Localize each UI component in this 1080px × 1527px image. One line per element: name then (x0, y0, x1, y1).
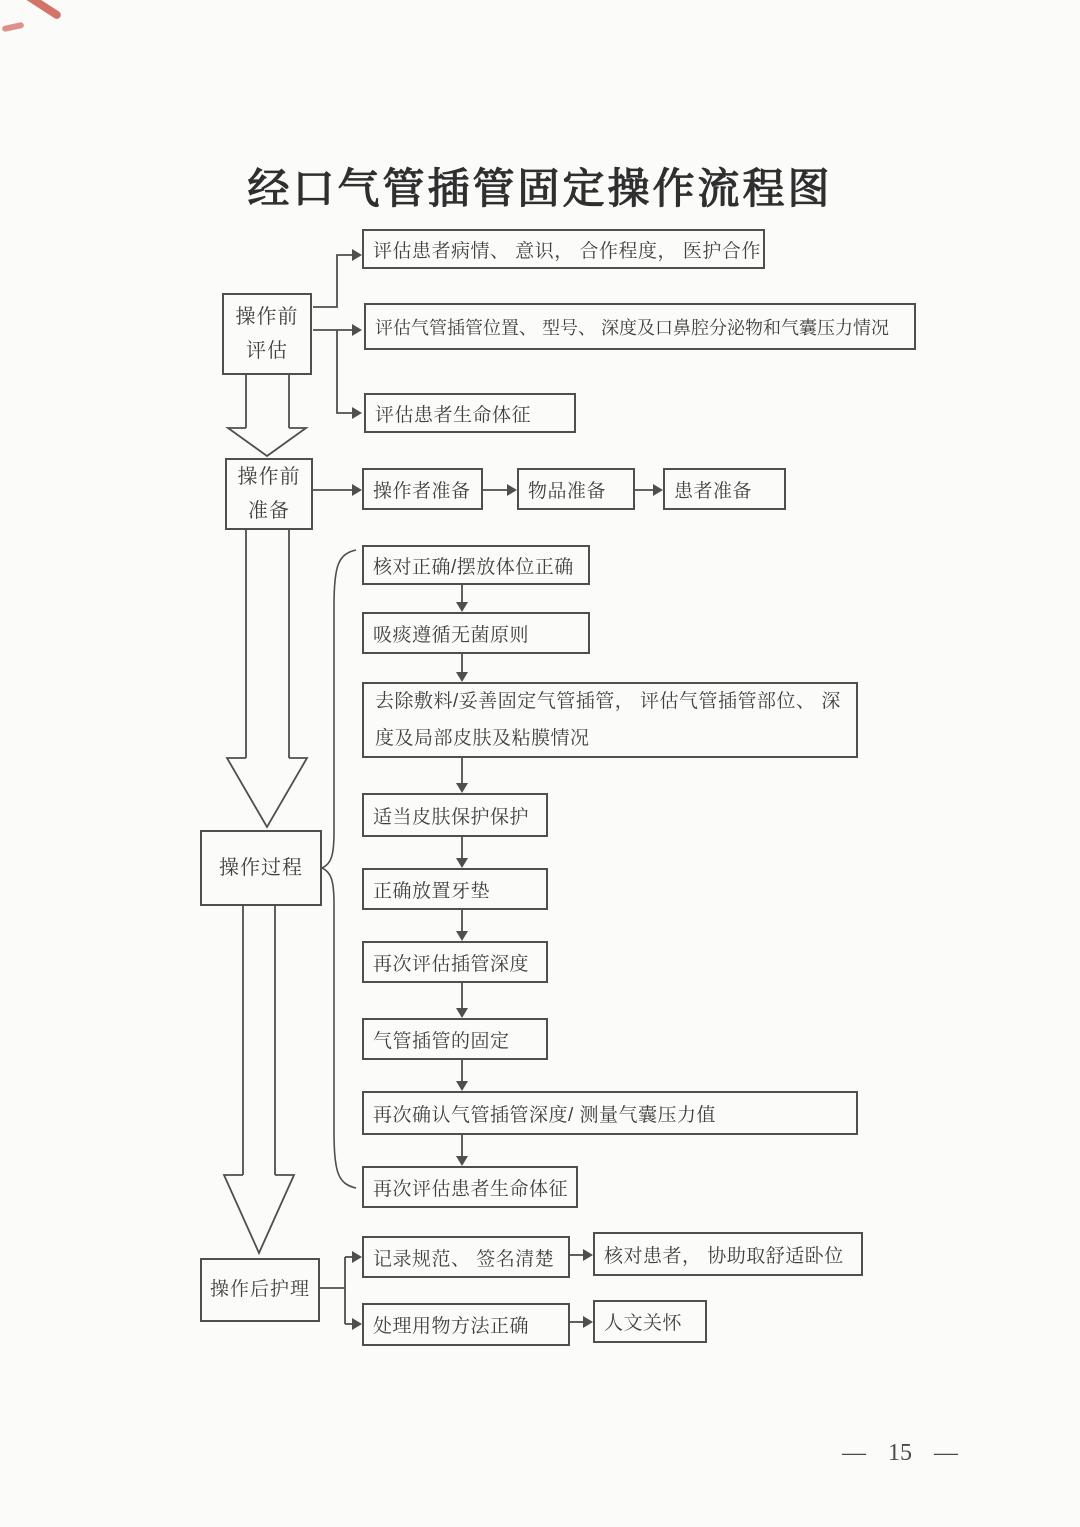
post-care-box: 处理用物方法正确 (362, 1303, 570, 1346)
arrowhead-down (456, 1156, 468, 1166)
assessment-box: 评估气管插管位置、 型号、 深度及口鼻腔分泌物和气囊压力情况 (364, 303, 916, 350)
arrowhead-down (456, 858, 468, 868)
arrowhead-right (352, 324, 362, 336)
preparation-box: 患者准备 (663, 468, 786, 510)
process-step-box: 吸痰遵循无菌原则 (362, 612, 590, 654)
stage-label-line: 评估 (246, 340, 288, 362)
arrowhead-right (653, 484, 663, 496)
arrowhead-right (352, 249, 362, 261)
stage-label: 操作过程 (219, 857, 303, 879)
post-care-box: 人文关怀 (593, 1300, 707, 1343)
arrowhead-right (352, 1318, 362, 1330)
process-step-box: 再次评估患者生命体征 (362, 1166, 578, 1208)
hollow-arrow-head (224, 1175, 294, 1253)
post-care-box: 记录规范、 签名清楚 (362, 1236, 570, 1278)
hollow-arrow-head (228, 428, 306, 456)
stage-label-line: 操作前 (237, 466, 301, 488)
stage-box-preparation (225, 458, 313, 530)
assessment-box: 评估患者病情、 意识， 合作程度， 医护合作 (362, 229, 765, 269)
arrowhead-right (352, 407, 362, 419)
process-step-box: 正确放置牙垫 (362, 868, 548, 910)
hollow-arrow-head (227, 758, 307, 827)
arrowhead-right (352, 1251, 362, 1263)
elbow-connector (337, 330, 352, 413)
arrowhead-right (507, 484, 517, 496)
arrowhead-down (456, 1081, 468, 1091)
process-step-box: 气管插管的固定 (362, 1018, 548, 1060)
curly-brace (322, 550, 356, 1188)
arrowhead-right (583, 1316, 593, 1328)
stage-box-process (200, 830, 322, 906)
stage-label-line: 操作前 (235, 306, 299, 328)
arrowhead-down (456, 602, 468, 612)
red-pen-mark (18, 0, 63, 20)
stage-label: 操作后护理 (209, 1278, 310, 1300)
page-title: 经口气管插管固定操作流程图 (247, 167, 833, 213)
arrowhead-down (456, 672, 468, 682)
post-care-box: 核对患者， 协助取舒适卧位 (593, 1232, 863, 1276)
preparation-box: 物品准备 (517, 468, 635, 510)
process-step-box: 再次确认气管插管深度/ 测量气囊压力值 (362, 1091, 858, 1135)
arrowhead-right (583, 1249, 593, 1261)
red-pen-mark-small (2, 22, 25, 32)
arrowhead-down (456, 931, 468, 941)
stage-label-line: 准备 (248, 500, 290, 522)
page-number: — 15 — (842, 1440, 958, 1466)
stage-box-pre-assessment (222, 293, 312, 375)
assessment-box: 评估患者生命体征 (364, 393, 576, 433)
arrowhead-down (456, 783, 468, 793)
process-step-box: 核对正确/摆放体位正确 (362, 545, 590, 585)
arrowhead-right (352, 484, 362, 496)
preparation-box: 操作者准备 (362, 468, 483, 510)
elbow-connector (313, 255, 352, 307)
stage-box-post-care (200, 1258, 320, 1322)
process-step-box: 去除敷料/妥善固定气管插管， 评估气管插管部位、 深度及局部皮肤及粘膜情况 (362, 682, 858, 758)
process-step-box: 再次评估插管深度 (362, 941, 548, 983)
process-step-box: 适当皮肤保护保护 (362, 793, 548, 837)
arrowhead-down (456, 1008, 468, 1018)
